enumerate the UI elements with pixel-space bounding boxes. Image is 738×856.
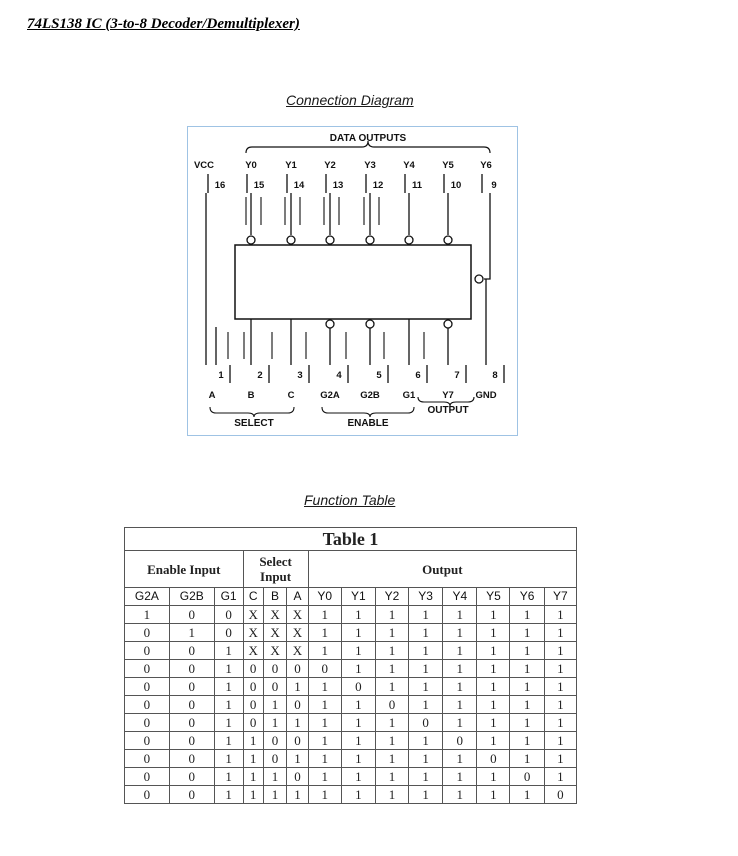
table-cell: 0 — [341, 678, 375, 696]
table-cell: 1 — [544, 642, 576, 660]
column-header-y5: Y5 — [477, 588, 510, 606]
column-header-a: A — [287, 588, 308, 606]
pin-name-y2: Y2 — [324, 160, 336, 171]
y6-lead — [484, 193, 490, 279]
table-cell: 1 — [477, 642, 510, 660]
y1-inversion-bubble — [287, 236, 295, 244]
table-cell: 1 — [409, 660, 443, 678]
pin-name-y3: Y3 — [364, 160, 376, 171]
table-cell: 1 — [375, 660, 408, 678]
data-outputs-brace — [246, 141, 490, 153]
table-cell: 1 — [341, 786, 375, 804]
pin-name-gnd: GND — [475, 390, 497, 401]
table-cell: 1 — [214, 642, 243, 660]
table-cell: 1 — [341, 714, 375, 732]
table-cell: 0 — [287, 768, 308, 786]
table-cell: X — [287, 606, 308, 624]
table-cell: 1 — [510, 606, 544, 624]
column-header-row — [125, 588, 577, 606]
table-cell: X — [243, 642, 263, 660]
table-cell: 1 — [443, 642, 477, 660]
table-cell: 1 — [308, 624, 341, 642]
table-cell: 1 — [243, 750, 263, 768]
table-cell: 1 — [477, 678, 510, 696]
table-cell: 1 — [409, 624, 443, 642]
table-row — [125, 624, 577, 642]
table-cell: 1 — [263, 786, 286, 804]
table-cell: 0 — [169, 660, 214, 678]
table-cell: 0 — [125, 660, 170, 678]
table-cell: 1 — [308, 750, 341, 768]
table-cell: 1 — [375, 624, 408, 642]
table-cell: 1 — [510, 624, 544, 642]
table-cell: 0 — [169, 786, 214, 804]
pin-name-g2a: G2A — [320, 390, 340, 401]
table-cell: 0 — [125, 624, 170, 642]
chip-body — [235, 245, 471, 319]
table-cell: 0 — [169, 768, 214, 786]
table-cell: 1 — [287, 678, 308, 696]
pin-number-16: 16 — [214, 180, 226, 191]
table-cell: 1 — [544, 750, 576, 768]
table-cell: 1 — [510, 714, 544, 732]
column-header-c: C — [243, 588, 263, 606]
y7-inversion-bubble — [444, 320, 452, 328]
table-cell: 1 — [243, 732, 263, 750]
table-cell: 1 — [341, 642, 375, 660]
g2b-inversion-bubble — [366, 320, 374, 328]
y2-inversion-bubble — [326, 236, 334, 244]
table-cell: 1 — [214, 714, 243, 732]
select-brace — [210, 407, 294, 417]
table-cell: 0 — [125, 768, 170, 786]
document-title: 74LS138 IC (3-to-8 Decoder/Demultiplexer) — [27, 16, 300, 32]
column-header-y2: Y2 — [375, 588, 408, 606]
connection-diagram — [187, 126, 518, 436]
table-cell: 1 — [443, 624, 477, 642]
pin-name-y1: Y1 — [285, 160, 297, 171]
column-header-g1: G1 — [214, 588, 243, 606]
table-cell: 0 — [443, 732, 477, 750]
table-cell: 0 — [477, 750, 510, 768]
table-cell: 0 — [263, 678, 286, 696]
table-cell: 0 — [214, 606, 243, 624]
pin-number-9: 9 — [491, 180, 497, 191]
connection-diagram-title: Connection Diagram — [286, 92, 414, 108]
table-cell: 0 — [125, 696, 170, 714]
table-cell: 1 — [308, 606, 341, 624]
table-cell: 1 — [375, 606, 408, 624]
table-cell: 1 — [214, 696, 243, 714]
data-outputs-label: DATA OUTPUTS — [329, 133, 407, 144]
table-cell: 1 — [308, 696, 341, 714]
y3-inversion-bubble — [366, 236, 374, 244]
output-header: Output — [308, 551, 576, 588]
table-cell: 0 — [243, 696, 263, 714]
table-cell: 1 — [409, 750, 443, 768]
table-cell: 1 — [510, 732, 544, 750]
pin-number-5: 5 — [376, 370, 382, 381]
table-cell: 0 — [169, 678, 214, 696]
table-cell: 1 — [375, 732, 408, 750]
table-cell: 1 — [308, 768, 341, 786]
column-header-y6: Y6 — [510, 588, 544, 606]
pin-number-8: 8 — [492, 370, 498, 381]
table-cell: 0 — [287, 696, 308, 714]
table-cell: X — [287, 642, 308, 660]
output-label: OUTPUT — [427, 405, 469, 416]
column-header-g2b: G2B — [169, 588, 214, 606]
table-cell: 1 — [409, 642, 443, 660]
table-cell: 1 — [214, 660, 243, 678]
table-cell: 1 — [341, 624, 375, 642]
pin-number-1: 1 — [218, 370, 224, 381]
table-cell: 1 — [375, 786, 408, 804]
table-caption: Table 1 — [125, 528, 577, 551]
pin-number-12: 12 — [372, 180, 384, 191]
table-cell: 1 — [287, 714, 308, 732]
table-cell: 0 — [544, 786, 576, 804]
table-cell: 1 — [510, 642, 544, 660]
table-cell: 1 — [409, 768, 443, 786]
pin-number-14: 14 — [293, 180, 305, 191]
pin-number-2: 2 — [257, 370, 263, 381]
column-header-y0: Y0 — [308, 588, 341, 606]
pin-number-11: 11 — [411, 180, 423, 191]
table-row — [125, 660, 577, 678]
table-cell: 1 — [544, 714, 576, 732]
select-input-header — [243, 551, 308, 588]
table-cell: 1 — [443, 750, 477, 768]
table-row — [125, 642, 577, 660]
table-cell: 1 — [308, 678, 341, 696]
pin-name-y7: Y7 — [442, 390, 454, 401]
enable-brace — [322, 407, 414, 417]
table-row — [125, 696, 577, 714]
g2a-inversion-bubble — [326, 320, 334, 328]
column-header-y4: Y4 — [443, 588, 477, 606]
table-cell: 1 — [544, 696, 576, 714]
table-cell: X — [243, 606, 263, 624]
table-cell: 1 — [125, 606, 170, 624]
table-cell: 1 — [341, 606, 375, 624]
table-cell: 1 — [510, 660, 544, 678]
table-cell: 1 — [544, 660, 576, 678]
pin-number-7: 7 — [454, 370, 460, 381]
table-cell: 1 — [375, 768, 408, 786]
function-table-title: Function Table — [304, 492, 396, 508]
table-cell: 1 — [443, 786, 477, 804]
table-cell: 0 — [510, 768, 544, 786]
table-cell: 1 — [544, 678, 576, 696]
pin-name-vcc: VCC — [193, 160, 215, 171]
table-cell: 1 — [214, 786, 243, 804]
table-cell: 0 — [169, 606, 214, 624]
table-cell: 1 — [341, 696, 375, 714]
table-cell: X — [263, 642, 286, 660]
pin-name-g2b: G2B — [360, 390, 380, 401]
table-cell: 1 — [308, 714, 341, 732]
table-cell: 1 — [477, 786, 510, 804]
table-cell: 0 — [243, 660, 263, 678]
table-cell: 0 — [263, 732, 286, 750]
table-cell: 0 — [125, 786, 170, 804]
table-cell: 1 — [214, 750, 243, 768]
table-cell: 1 — [263, 696, 286, 714]
pin-number-3: 3 — [297, 370, 303, 381]
table-cell: 1 — [308, 642, 341, 660]
table-cell: 0 — [287, 660, 308, 678]
y5-inversion-bubble — [444, 236, 452, 244]
table-cell: 1 — [477, 624, 510, 642]
table-row — [125, 606, 577, 624]
table-row — [125, 732, 577, 750]
table-cell: 1 — [510, 678, 544, 696]
table-cell: 0 — [375, 696, 408, 714]
y4-inversion-bubble — [405, 236, 413, 244]
table-row — [125, 786, 577, 804]
table-cell: 1 — [544, 606, 576, 624]
table-cell: 1 — [443, 660, 477, 678]
table-cell: 0 — [263, 660, 286, 678]
table-cell: 1 — [443, 696, 477, 714]
table-cell: X — [263, 606, 286, 624]
y0-inversion-bubble — [247, 236, 255, 244]
table-cell: 1 — [214, 678, 243, 696]
select-header-line1: Select — [259, 554, 292, 569]
y6-inversion-bubble — [475, 275, 483, 283]
table-cell: 0 — [125, 750, 170, 768]
table-cell: 1 — [477, 714, 510, 732]
table-cell: X — [287, 624, 308, 642]
table-cell: 1 — [409, 606, 443, 624]
table-cell: 0 — [409, 714, 443, 732]
column-header-g2a: G2A — [125, 588, 170, 606]
table-cell: 1 — [443, 714, 477, 732]
table-cell: 0 — [169, 696, 214, 714]
table-row — [125, 714, 577, 732]
pin-number-6: 6 — [415, 370, 421, 381]
table-cell: 0 — [125, 642, 170, 660]
table-cell: X — [263, 624, 286, 642]
pin-name-b: B — [247, 390, 255, 401]
table-cell: 1 — [443, 768, 477, 786]
ic-pinout-svg — [188, 127, 519, 437]
pin-number-4: 4 — [336, 370, 342, 381]
pin-name-y0: Y0 — [245, 160, 257, 171]
table-cell: 0 — [125, 732, 170, 750]
table-row — [125, 678, 577, 696]
table-cell: 0 — [125, 678, 170, 696]
table-cell: 1 — [308, 732, 341, 750]
table-cell: 1 — [477, 732, 510, 750]
table-cell: X — [243, 624, 263, 642]
table-cell: 1 — [341, 732, 375, 750]
pin-name-g1: G1 — [402, 390, 416, 401]
table-cell: 1 — [308, 786, 341, 804]
table-cell: 1 — [243, 786, 263, 804]
pin-number-13: 13 — [332, 180, 344, 191]
table-cell: 1 — [510, 786, 544, 804]
table-cell: 1 — [214, 768, 243, 786]
table-cell: 1 — [544, 768, 576, 786]
table-cell: 1 — [169, 624, 214, 642]
table-cell: 1 — [477, 768, 510, 786]
pin-name-c: C — [287, 390, 295, 401]
table-cell: 0 — [263, 750, 286, 768]
table-cell: 1 — [443, 678, 477, 696]
column-header-y1: Y1 — [341, 588, 375, 606]
select-label: SELECT — [234, 418, 274, 429]
table-cell: 1 — [263, 714, 286, 732]
table-row — [125, 768, 577, 786]
table-cell: 1 — [409, 786, 443, 804]
pin-name-y4: Y4 — [403, 160, 415, 171]
table-cell: 1 — [409, 732, 443, 750]
table-cell: 1 — [341, 750, 375, 768]
table-cell: 0 — [287, 732, 308, 750]
table-cell: 1 — [341, 660, 375, 678]
column-header-y7: Y7 — [544, 588, 576, 606]
table-cell: 1 — [375, 714, 408, 732]
column-header-y3: Y3 — [409, 588, 443, 606]
table-cell: 1 — [443, 606, 477, 624]
pin-name-a: A — [208, 390, 216, 401]
table-cell: 0 — [308, 660, 341, 678]
table-cell: 0 — [169, 750, 214, 768]
table-cell: 1 — [510, 696, 544, 714]
table-row — [125, 750, 577, 768]
pin-name-y5: Y5 — [442, 160, 454, 171]
table-cell: 0 — [169, 732, 214, 750]
table-cell: 1 — [544, 732, 576, 750]
table-cell: 1 — [243, 768, 263, 786]
table-cell: 1 — [287, 750, 308, 768]
pin-name-y6: Y6 — [480, 160, 492, 171]
table-cell: 1 — [375, 678, 408, 696]
table-cell: 1 — [375, 750, 408, 768]
table-cell: 1 — [287, 786, 308, 804]
table-cell: 1 — [510, 750, 544, 768]
table-cell: 1 — [477, 606, 510, 624]
table-cell: 0 — [169, 642, 214, 660]
enable-label: ENABLE — [347, 418, 389, 429]
table-cell: 0 — [169, 714, 214, 732]
table-cell: 0 — [214, 624, 243, 642]
table-cell: 0 — [243, 678, 263, 696]
table-cell: 0 — [243, 714, 263, 732]
pin-number-15: 15 — [253, 180, 265, 191]
table-cell: 1 — [263, 768, 286, 786]
function-table — [124, 527, 577, 804]
table-cell: 1 — [477, 660, 510, 678]
table-cell: 1 — [544, 624, 576, 642]
table-cell: 1 — [409, 696, 443, 714]
select-header-line2: Input — [260, 569, 292, 584]
enable-input-header: Enable Input — [125, 551, 244, 588]
pin-number-10: 10 — [450, 180, 462, 191]
table-cell: 1 — [214, 732, 243, 750]
column-header-b: B — [263, 588, 286, 606]
table-cell: 0 — [125, 714, 170, 732]
table-cell: 1 — [375, 642, 408, 660]
table-cell: 1 — [409, 678, 443, 696]
table-cell: 1 — [477, 696, 510, 714]
table-cell: 1 — [341, 768, 375, 786]
